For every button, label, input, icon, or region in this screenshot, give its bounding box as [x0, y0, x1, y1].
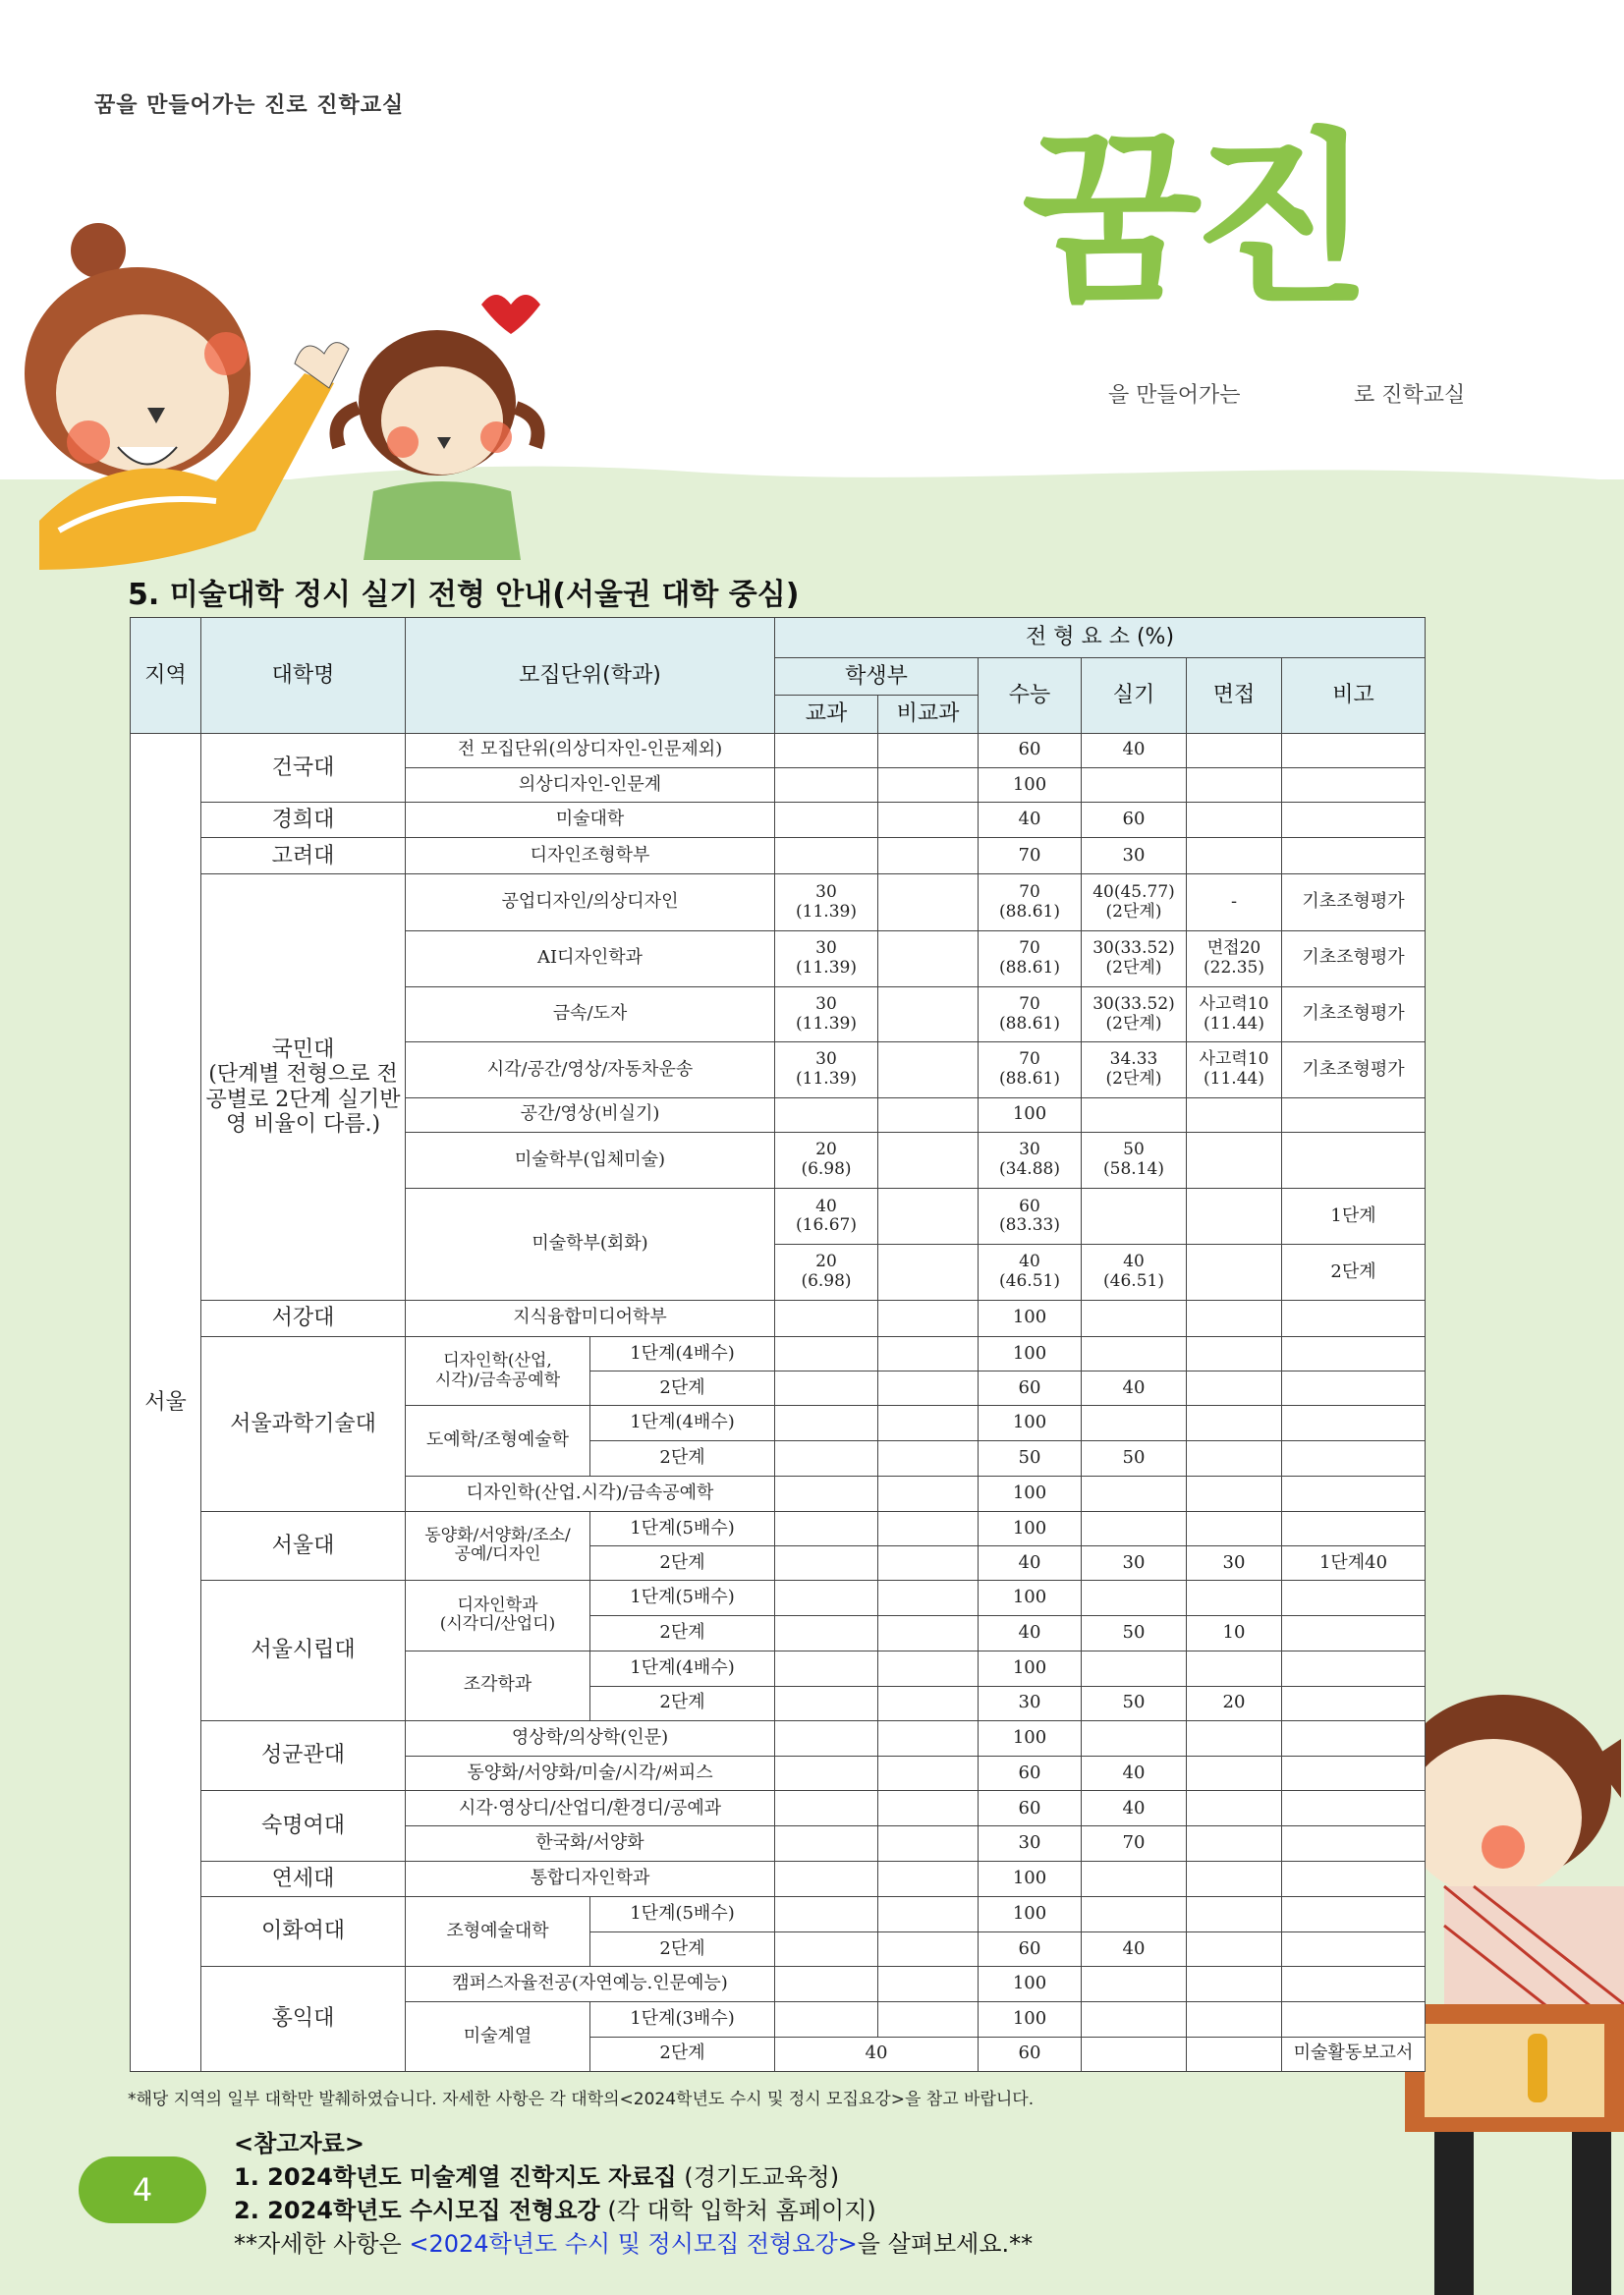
suneung-cell: 60	[979, 1932, 1082, 1967]
department-cell: 미술학부(회화)	[406, 1189, 775, 1301]
suneung-cell: 40	[979, 1545, 1082, 1580]
practical-cell: 40 (46.51)	[1082, 1245, 1187, 1300]
suneung-cell: 100	[979, 767, 1082, 802]
university-cell: 서울대	[201, 1511, 406, 1580]
header-non-subject: 비교과	[878, 696, 979, 733]
region-cell: 서울	[131, 733, 201, 2071]
remarks-cell: 2단계	[1282, 1245, 1426, 1300]
interview-cell: 면접20 (22.35)	[1187, 930, 1282, 986]
practical-cell: 30	[1082, 838, 1187, 874]
department-cell: 미술대학	[406, 803, 775, 838]
stage-cell: 1단계(5배수)	[590, 1581, 775, 1616]
suneung-cell: 100	[979, 1511, 1082, 1545]
table-row	[131, 838, 1426, 874]
header-tagline: 꿈을 만들어가는 진로 진학교실	[94, 93, 405, 118]
department-cell: 디자인학(산업.시각)/금속공예학	[406, 1476, 775, 1511]
department-cell: 통합디자인학과	[406, 1861, 775, 1896]
department-cell: 동양화/서양화/조소/ 공예/디자인	[406, 1511, 590, 1580]
department-cell: 영상학/의상학(인문)	[406, 1720, 775, 1756]
suneung-cell: 70 (88.61)	[979, 874, 1082, 930]
university-cell: 성균관대	[201, 1720, 406, 1790]
reference-item-source: (경기도교육청)	[676, 2163, 840, 2192]
stage-cell: 2단계	[590, 1686, 775, 1720]
department-cell: AI디자인학과	[406, 930, 775, 986]
reference-footnote-suffix: 을 살펴보세요.**	[857, 2230, 1034, 2259]
department-cell: 의상디자인-인문계	[406, 767, 775, 802]
remarks-cell: 기초조형평가	[1282, 930, 1426, 986]
remarks-cell: 1단계40	[1282, 1545, 1426, 1580]
suneung-cell: 70 (88.61)	[979, 986, 1082, 1041]
reference-item-title: 2. 2024학년도 수시모집 전형요강	[234, 2197, 600, 2225]
suneung-cell: 30 (34.88)	[979, 1132, 1082, 1188]
header-region: 지역	[131, 618, 201, 734]
header-department: 모집단위(학과)	[406, 618, 775, 734]
header-university: 대학명	[201, 618, 406, 734]
interview-cell: 사고력10 (11.44)	[1187, 1042, 1282, 1097]
department-cell: 시각/공간/영상/자동차운송	[406, 1042, 775, 1097]
stage-cell: 2단계	[590, 1371, 775, 1406]
logo-mark: 꿈진	[1022, 112, 1364, 329]
stage-cell: 2단계	[590, 1932, 775, 1967]
suneung-cell: 100	[979, 1476, 1082, 1511]
suneung-cell: 100	[979, 1896, 1082, 1931]
practical-cell: 34.33 (2단계)	[1082, 1042, 1187, 1097]
remarks-cell: 기초조형평가	[1282, 1042, 1426, 1097]
university-cell: 연세대	[201, 1861, 406, 1896]
stage-cell: 1단계(3배수)	[590, 2002, 775, 2037]
admissions-table-container	[130, 617, 1425, 2072]
stage-cell: 1단계(5배수)	[590, 1511, 775, 1545]
interview-cell: 10	[1187, 1616, 1282, 1651]
university-cell: 서울시립대	[201, 1581, 406, 1721]
table-row	[131, 1861, 1426, 1896]
department-cell: 금속/도자	[406, 986, 775, 1041]
table-row	[131, 1581, 1426, 1616]
subject-cell: 30 (11.39)	[775, 930, 878, 986]
stage-cell: 2단계	[590, 1545, 775, 1580]
suneung-cell: 50	[979, 1441, 1082, 1476]
suneung-cell: 60	[979, 733, 1082, 767]
university-name: 국민대	[271, 1036, 335, 1062]
stage-cell: 1단계(4배수)	[590, 1651, 775, 1686]
header-student-record: 학생부	[775, 658, 979, 696]
department-cell: 전 모집단위(의상디자인-인문제외)	[406, 733, 775, 767]
university-cell: 홍익대	[201, 1967, 406, 2072]
department-cell: 디자인학과 (시각디/산업디)	[406, 1581, 590, 1651]
department-cell: 지식융합미디어학부	[406, 1300, 775, 1336]
remarks-cell: 기초조형평가	[1282, 986, 1426, 1041]
university-cell	[201, 874, 406, 1300]
suneung-cell: 100	[979, 1300, 1082, 1336]
interview-cell: 30	[1187, 1545, 1282, 1580]
department-cell: 한국화/서양화	[406, 1826, 775, 1861]
department-cell: 조형예술대학	[406, 1896, 590, 1966]
practical-cell: 40	[1082, 733, 1187, 767]
remarks-cell: 미술활동보고서	[1282, 2037, 1426, 2071]
table-row	[131, 803, 1426, 838]
reference-footnote	[234, 2227, 1033, 2261]
department-cell: 공업디자인/의상디자인	[406, 874, 775, 930]
header-remarks: 비고	[1282, 658, 1426, 733]
university-cell: 서울과학기술대	[201, 1336, 406, 1511]
remarks-cell: 기초조형평가	[1282, 874, 1426, 930]
table-row	[131, 1791, 1426, 1826]
practical-cell: 40(45.77) (2단계)	[1082, 874, 1187, 930]
stage-cell: 1단계(5배수)	[590, 1896, 775, 1931]
department-cell: 도예학/조형예술학	[406, 1406, 590, 1476]
suneung-cell: 100	[979, 1406, 1082, 1441]
table-row	[131, 733, 1426, 767]
reference-item	[234, 2160, 1033, 2194]
university-cell: 경희대	[201, 803, 406, 838]
department-cell: 디자인조형학부	[406, 838, 775, 874]
university-cell: 이화여대	[201, 1896, 406, 1966]
table-footnote: *해당 지역의 일부 대학만 발췌하였습니다. 자세한 사항은 각 대학의<2024학년도 수시 및 정시 모집요강>을 참고 바랍니다.	[128, 2090, 1035, 2109]
practical-cell: 30(33.52) (2단계)	[1082, 986, 1187, 1041]
suneung-cell: 60	[979, 1371, 1082, 1406]
department-cell: 캠퍼스자율전공(자연예능.인문예능)	[406, 1967, 775, 2002]
reference-item-title: 1. 2024학년도 미술계열 진학지도 자료집	[234, 2163, 677, 2192]
suneung-cell: 100	[979, 1967, 1082, 2002]
header-interview: 면접	[1187, 658, 1282, 733]
stage-cell: 2단계	[590, 1616, 775, 1651]
university-cell: 서강대	[201, 1300, 406, 1336]
practical-cell: 50	[1082, 1686, 1187, 1720]
suneung-cell: 70 (88.61)	[979, 930, 1082, 986]
subject-cell: 20 (6.98)	[775, 1132, 878, 1188]
practical-cell: 60	[1082, 803, 1187, 838]
section-title: 5. 미술대학 정시 실기 전형 안내(서울권 대학 중심)	[128, 578, 800, 612]
reference-footnote-prefix: **자세한 사항은	[234, 2230, 410, 2259]
practical-cell: 40	[1082, 1371, 1187, 1406]
suneung-cell: 40	[979, 803, 1082, 838]
suneung-cell: 100	[979, 1720, 1082, 1756]
suneung-cell: 60	[979, 1791, 1082, 1826]
table-row	[131, 874, 1426, 930]
suneung-cell: 60 (83.33)	[979, 1189, 1082, 1245]
suneung-cell: 100	[979, 1861, 1082, 1896]
logo-caption-left: 을 만들어가는	[1108, 383, 1241, 408]
department-cell: 디자인학(산업, 시각)/금속공예학	[406, 1336, 590, 1405]
suneung-cell: 70 (88.61)	[979, 1042, 1082, 1097]
practical-cell: 40	[1082, 1791, 1187, 1826]
practical-cell: 40	[1082, 1757, 1187, 1791]
practical-cell: 30	[1082, 1545, 1187, 1580]
reference-footnote-link[interactable]: <2024학년도 수시 및 정시모집 전형요강>	[409, 2230, 858, 2259]
subject-cell: 30 (11.39)	[775, 874, 878, 930]
department-cell: 공간/영상(비실기)	[406, 1097, 775, 1132]
suneung-cell: 100	[979, 1097, 1082, 1132]
practical-cell: 40	[1082, 1932, 1187, 1967]
suneung-cell: 40	[979, 1616, 1082, 1651]
practical-cell: 50 (58.14)	[1082, 1132, 1187, 1188]
table-row	[131, 1300, 1426, 1336]
department-cell: 시각·영상디/산업디/환경디/공예과	[406, 1791, 775, 1826]
header-practical: 실기	[1082, 658, 1187, 733]
reference-item	[234, 2194, 1033, 2227]
subject-cell: 40 (16.67)	[775, 1189, 878, 1245]
interview-cell: 20	[1187, 1686, 1282, 1720]
stage-cell: 1단계(4배수)	[590, 1336, 775, 1371]
stage-cell: 2단계	[590, 1441, 775, 1476]
practical-cell: 50	[1082, 1616, 1187, 1651]
stage-cell: 1단계(4배수)	[590, 1406, 775, 1441]
page-number-badge: 4	[79, 2156, 206, 2223]
suneung-cell: 100	[979, 1651, 1082, 1686]
subject-cell: 20 (6.98)	[775, 1245, 878, 1300]
suneung-cell: 30	[979, 1686, 1082, 1720]
department-cell: 미술계열	[406, 2002, 590, 2072]
subject-cell: 30 (11.39)	[775, 1042, 878, 1097]
children-illustration	[0, 196, 589, 570]
university-cell: 숙명여대	[201, 1791, 406, 1861]
header-elements: 전 형 요 소 (%)	[775, 618, 1426, 658]
stage-cell: 2단계	[590, 2037, 775, 2071]
header-suneung: 수능	[979, 658, 1082, 733]
subject-cell: 30 (11.39)	[775, 986, 878, 1041]
student-record-cell: 40	[775, 2037, 979, 2071]
suneung-cell: 40 (46.51)	[979, 1245, 1082, 1300]
admissions-table	[130, 617, 1426, 2072]
table-row	[131, 1336, 1426, 1371]
department-cell: 동양화/서양화/미술/시각/써피스	[406, 1757, 775, 1791]
suneung-cell: 30	[979, 1826, 1082, 1861]
remarks-cell: 1단계	[1282, 1189, 1426, 1245]
department-cell: 미술학부(입체미술)	[406, 1132, 775, 1188]
reference-item-source: (각 대학 입학처 홈페이지)	[599, 2197, 876, 2225]
university-cell: 고려대	[201, 838, 406, 874]
references-block	[234, 2127, 1033, 2261]
suneung-cell: 100	[979, 1581, 1082, 1616]
suneung-cell: 100	[979, 1336, 1082, 1371]
practical-cell: 30(33.52) (2단계)	[1082, 930, 1187, 986]
table-row	[131, 1896, 1426, 1931]
suneung-cell: 60	[979, 1757, 1082, 1791]
suneung-cell: 60	[979, 2037, 1082, 2071]
references-title: <참고자료>	[234, 2130, 364, 2157]
table-row	[131, 1720, 1426, 1756]
university-note: (단계별 전형으로 전공별로 2단계 실기반영 비율이 다름.)	[205, 1062, 401, 1137]
header-subject: 교과	[775, 696, 878, 733]
practical-cell: 70	[1082, 1826, 1187, 1861]
interview-cell: -	[1187, 874, 1282, 930]
table-row	[131, 1967, 1426, 2002]
department-cell: 조각학과	[406, 1651, 590, 1720]
suneung-cell: 70	[979, 838, 1082, 874]
table-row	[131, 1511, 1426, 1545]
suneung-cell: 100	[979, 2002, 1082, 2037]
logo-caption-right: 로 진학교실	[1354, 383, 1466, 408]
university-cell: 건국대	[201, 733, 406, 802]
interview-cell: 사고력10 (11.44)	[1187, 986, 1282, 1041]
practical-cell: 50	[1082, 1441, 1187, 1476]
